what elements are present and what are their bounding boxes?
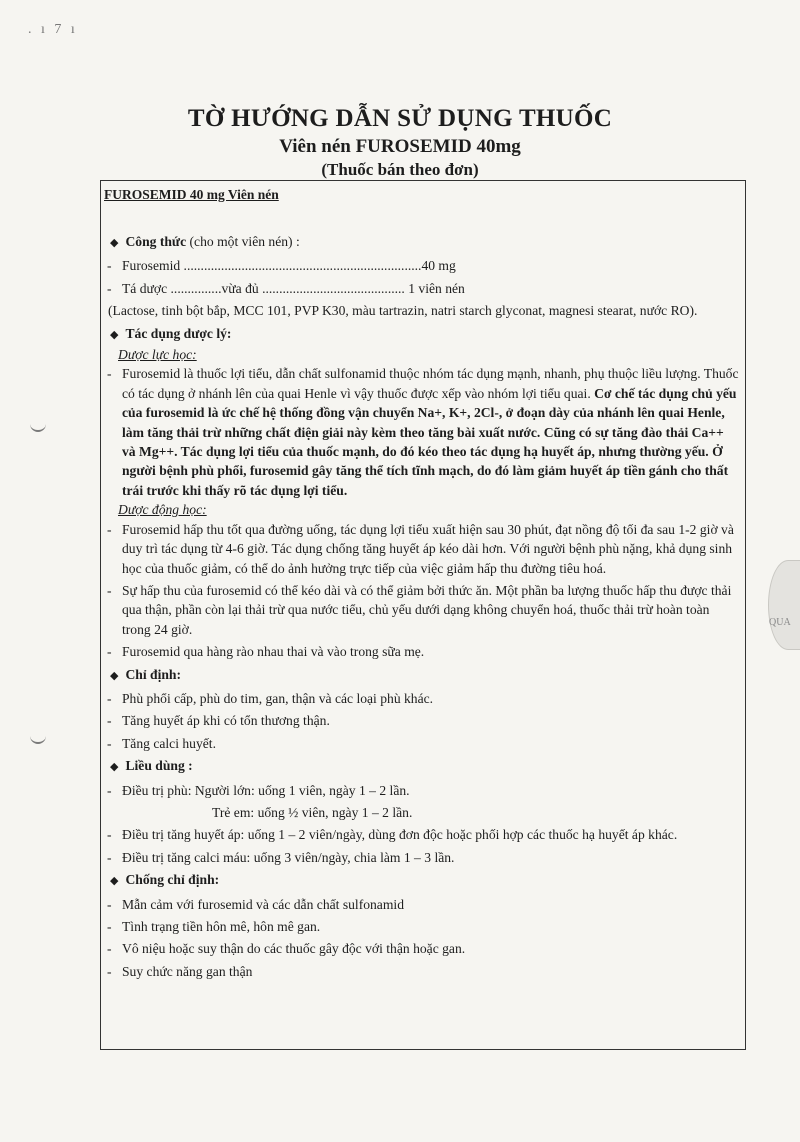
- contraindication-item: - Suy chức năng gan thận: [104, 962, 740, 981]
- pharmacodynamics-text: [104, 364, 740, 500]
- indication-item: - Tăng calci huyết.: [104, 734, 740, 753]
- binder-hole-mark: [30, 734, 46, 744]
- dosage-item: - Điều trị tăng calci máu: uống 3 viên/ngày, chia làm 1 – 3 lần.: [104, 848, 740, 867]
- contraindication-item: - Vô niệu hoặc suy thận do các thuốc gây độc với thận hoặc gan.: [104, 939, 740, 958]
- contraindications-heading: Chống chỉ định:: [125, 872, 220, 888]
- diamond-bullet-icon: ◆: [110, 875, 119, 888]
- section-pharmacology: [104, 324, 740, 345]
- dosage-item: - Điều trị phù: Người lớn: uống 1 viên, ngày 1 – 2 lần.: [104, 781, 740, 800]
- document-subtitle: Viên nén FUROSEMID 40mg: [279, 136, 521, 157]
- pharmacokinetics-item: - Sự hấp thu của furosemid có thể kéo dài và có thể giảm bởi thức ăn. Một phần ba lượng thuốc hấp thu được thải qua thận, phần còn lại thải trừ qua nước tiểu, chủ yếu dưới dạng không chuyển hoá, thuốc thải trừ hoàn toàn trong 24 giờ.: [104, 581, 740, 639]
- leaflet-content: [104, 232, 740, 981]
- diamond-bullet-icon: ◆: [110, 761, 119, 774]
- stamp-text: QUA: [769, 617, 791, 628]
- pharmacokinetics-label: Dược động học:: [118, 502, 207, 518]
- stamp-fragment: [768, 560, 800, 650]
- dosage-item: - Điều trị tăng huyết áp: uống 1 – 2 viên/ngày, dùng đơn độc hoặc phối hợp các thuốc hạ huyết áp khác.: [104, 825, 740, 844]
- section-indications: [104, 665, 740, 686]
- composition-heading: Công thức: [125, 234, 187, 249]
- prescription-note: (Thuốc bán theo đơn): [321, 160, 479, 179]
- pharmacokinetics-item: - Furosemid qua hàng rào nhau thai và vào trong sữa mẹ.: [104, 642, 740, 661]
- diamond-bullet-icon: ◆: [110, 237, 119, 249]
- pharmacodynamics-label: Dược lực học:: [118, 347, 197, 363]
- pharmacokinetics-item: - Furosemid hấp thu tốt qua đường uống, tác dụng lợi tiểu xuất hiện sau 30 phút, đạt nồng độ tối đa sau 1-2 giờ và duy trì tác dụng từ 4-6 giờ. Tác dụng chống tăng huyết áp kéo dài hơn. Với người bệnh phù nặng, khả dụng sinh học của thuốc giảm, có thể do ảnh hưởng trực tiếp của việc giảm hấp thu đường tiêu hoá.: [104, 520, 740, 578]
- contraindication-item: - Tình trạng tiền hôn mê, hôn mê gan.: [104, 917, 740, 936]
- pharmacodynamics-p1: Furosemid là thuốc lợi tiểu, dẫn chất sulfonamid thuộc nhóm tác dụng mạnh, nhanh, phụ thuộc liều lượng. Thuốc có tác dụng ở nhánh lên của quai Henle vì vậy thuốc được xếp vào nhóm lợi tiểu quai.: [122, 366, 739, 401]
- indications-heading: Chỉ định:: [125, 666, 182, 682]
- contraindication-item: - Mẫn cảm với furosemid và các dẫn chất sulfonamid: [104, 895, 740, 914]
- diamond-bullet-icon: ◆: [110, 328, 119, 341]
- section-contraindications: [104, 870, 740, 891]
- pharmacology-heading: Tác dụng dược lý:: [125, 325, 232, 341]
- indication-item: - Phù phổi cấp, phù do tim, gan, thận và các loại phù khác.: [104, 689, 740, 708]
- box-title: FUROSEMID 40 mg Viên nén: [104, 187, 279, 202]
- composition-heading-suffix: (cho một viên nén) :: [186, 234, 300, 249]
- document-title: TỜ HƯỚNG DẪN SỬ DỤNG THUỐC: [187, 105, 613, 132]
- scan-marks: . ı 7 ı: [28, 22, 78, 37]
- diamond-bullet-icon: ◆: [110, 669, 119, 682]
- dosage-child: Trẻ em: uống ½ viên, ngày 1 – 2 lần.: [212, 804, 413, 820]
- binder-hole-mark: [30, 422, 46, 432]
- pharmacodynamics-p2: Cơ chế tác dụng chủ yếu của furosemid là ức chế hệ thống đồng vận chuyển Na+, K+, 2Cl-, ở đoạn dày của nhánh lên quai Henle, làm tăng thải trừ những chất điện giải này kèm theo tăng bài xuất nước. Cũng có sự tăng đào thải Ca++ và Mg++. Tác dụng lợi tiểu của thuốc mạnh, do đó kéo theo tác dụng hạ huyết áp, nhưng thường yếu. Ở người bệnh phù phổi, furosemid gây tăng thể tích tĩnh mạch, do đó làm giảm huyết áp tiền gánh cho thất trái trước khi thấy rõ tác dụng lợi tiểu.: [122, 385, 737, 498]
- dosage-heading: Liều dùng :: [125, 758, 193, 774]
- section-dosage: [104, 756, 740, 777]
- indication-item: - Tăng huyết áp khi có tổn thương thận.: [104, 711, 740, 730]
- composition-item: - Furosemid ......................................................................40 mg: [104, 256, 740, 275]
- section-composition: [104, 232, 740, 253]
- composition-item: - Tá dược ...............vừa đủ .......................................... 1 viên nén: [104, 279, 740, 298]
- excipients-text: (Lactose, tinh bột bắp, MCC 101, PVP K30, màu tartrazin, natri starch glyconat, magnesi stearat, nước RO).: [108, 303, 698, 319]
